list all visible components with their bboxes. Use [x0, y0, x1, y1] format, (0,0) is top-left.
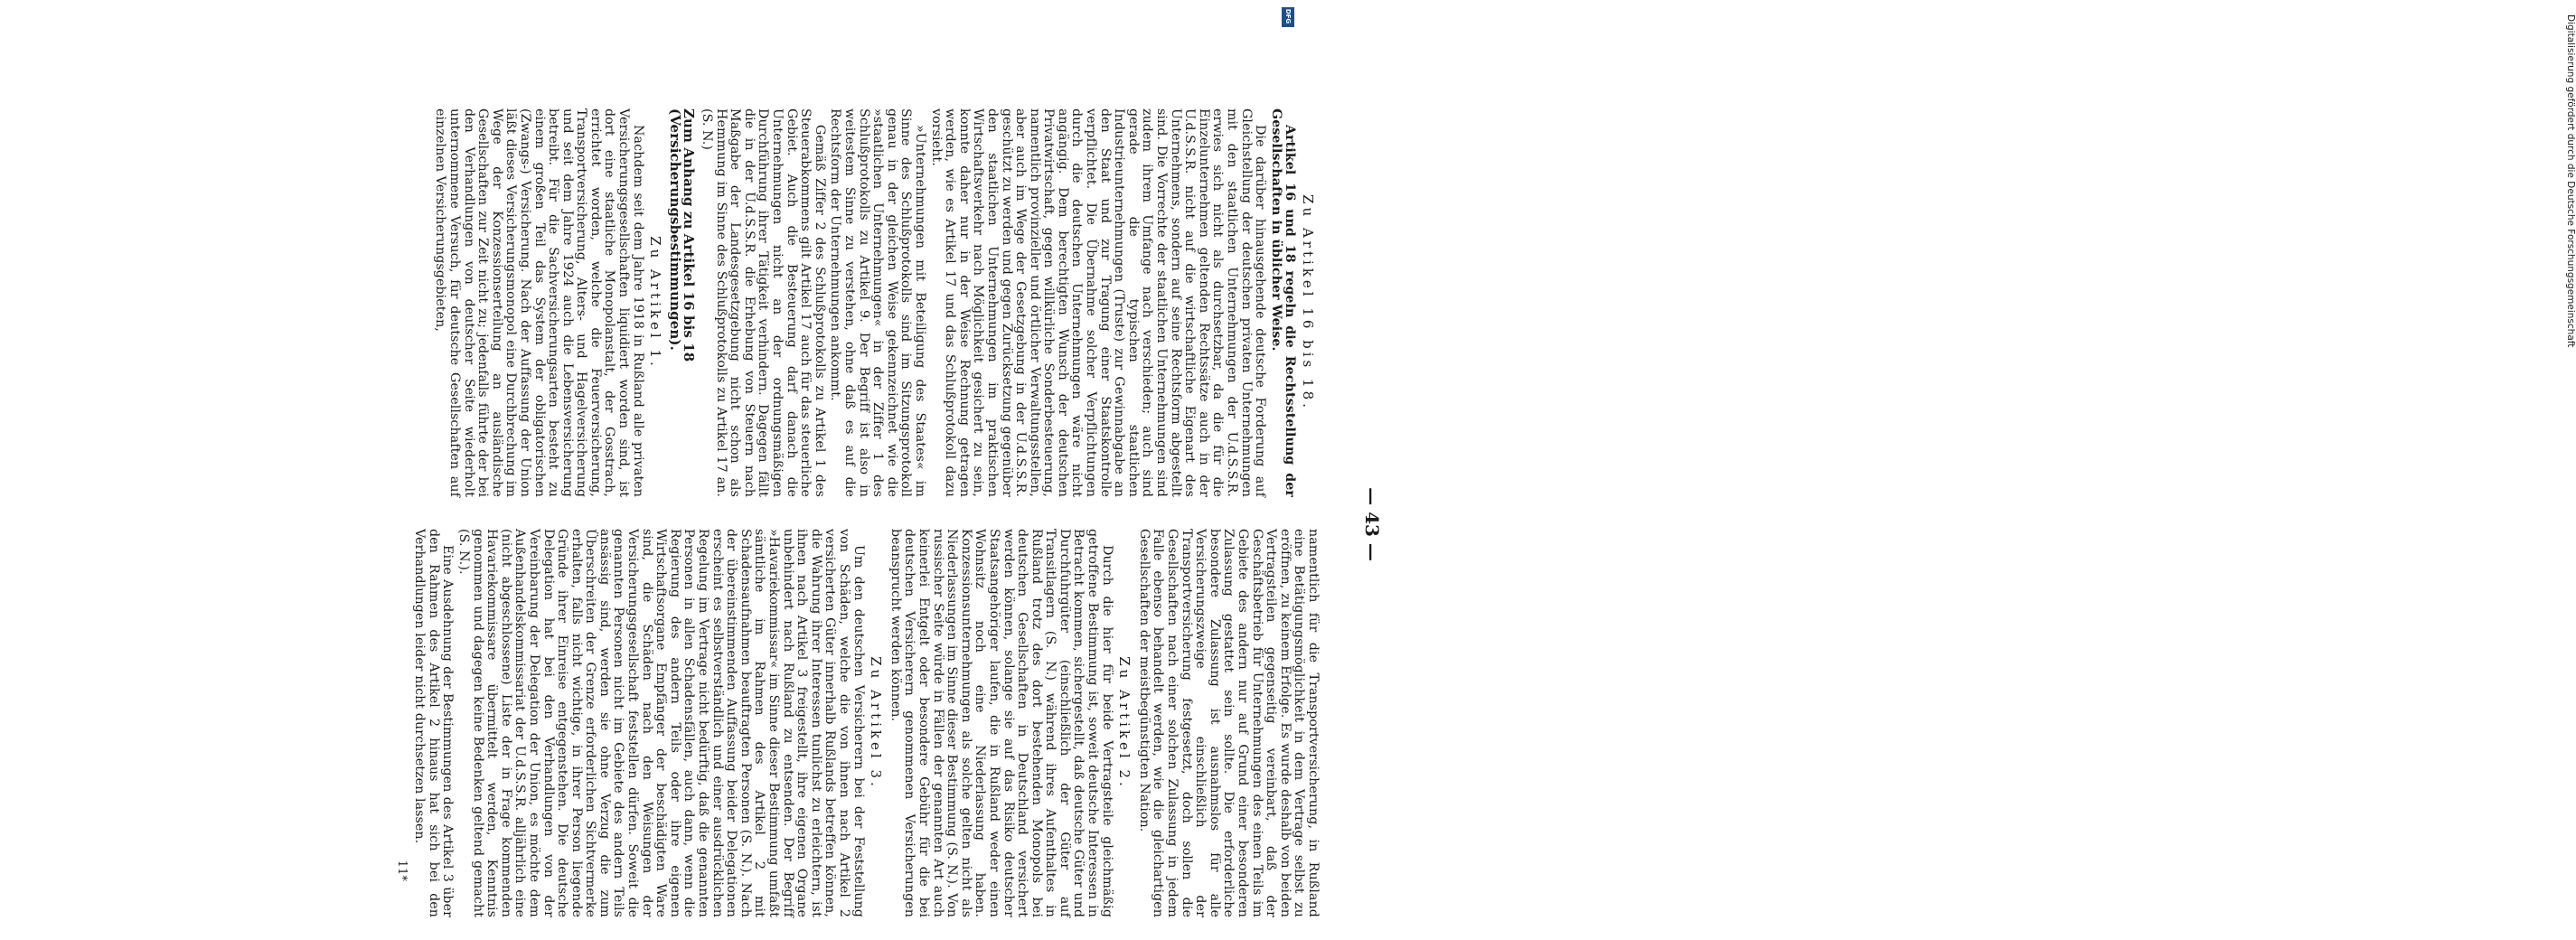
section-heading: Zu Artikel 1.	[647, 236, 664, 370]
paragraph: »Unternehmungen mit Beteiligung des Staates« im Sinne des Schlußprotokolls sind im Sitzungsprotokoll genau in der gleichen Weise gekennzeichnet wie die »staatlichen Unternehmungen« in der Ziffer 1 des Schlußprotokolls zu Artikel 9. Der Begriff ist also in weitestem Sinne zu verstehen, ohne daß es auf die Rechtsform der Unternehmungen ankommt.	[828, 108, 927, 497]
scanned-page	[316, 108, 1383, 940]
paragraph: Artikel 16 und 18 regeln die Rechtsstellung der Gesellschaften in üblicher Weise.	[1268, 108, 1298, 497]
section-heading: Zu Artikel 2.	[1116, 656, 1133, 790]
paragraph: Eine Ausdehnung der Bestimmungen des Artikel 3 über den Rahmen des Artikel 2 hinaus hat sich bei den Verhandlungen leider nicht durchsetzen lassen.	[412, 529, 456, 917]
section-heading: Zu Artikel 3.	[868, 656, 885, 790]
paragraph: Gemäß Ziffer 2 des Schlußprotokolls zu Artikel 1 des Steuerabkommens gilt Artikel 17 auch für das steuerliche Gebiet. Auch die Besteuerung darf danach die Unternehmungen nicht an der ordnungsmäßigen Durchführung ihrer Tätigkeit verhindern. Dagegen fällt die in der U.d.S.S.R. die Erhebung von Steuern nach Maßgabe der Landesgesetzgebung nicht schon als Hemmung im Sinne des Schlußprotokolls zu Artikel 17 an. (S. N.)	[700, 108, 827, 497]
right-column	[394, 529, 1320, 917]
section-heading: Zu Artikel 16 bis 18.	[1300, 194, 1316, 411]
signature-mark: 11*	[394, 860, 409, 881]
funding-note: Digitalisierung gefördert durch die Deutsche Forschungsgemeinschaft	[2565, 14, 2576, 348]
paragraph: Die darüber hinausgehende deutsche Forderung auf Gleichstellung der deutschen privaten Unternehmungen mit den staatlichen Unternehmungen der U.d.S.S.R. erwies sich nicht als durchsetzbar, da die für die Einzelunternehmen geltenden Rechtssätze auch in der U.d.S.S.R. nicht auf die wirtschaftliche Eigenart des Unternehmens, sondern auf seine Rechtsform abgestellt sind. Die Vorrechte der staatlichen Unternehmungen sind zudem ihrem Umfange nach verschieden; auch sind gerade die typischen staatlichen Industrieunternehmungen (Truste) zur Gewinnabgabe an den Staat und zur Tragung einer Staatskontrolle verpflichtet. Die Übernahme solcher Verpflichtungen durch die deutschen Unternehmungen wäre nicht angängig. Dem berechtigten Wunsch der deutschen Privatwirtschaft, gegen willkürliche Sonderbesteuerung, namentlich provinzieller und örtlicher Verwaltungsstellen, aber auch im Wege der Gesetzgebung in der U.d.S.S.R. geschützt zu werden und gegen Zurücksetzung gegenüber den staatlichen Unternehmungen im praktischen Wirtschaftsverkehr nach Möglichkeit gesichert zu sein, konnte daher nur in der Weise Rechnung getragen werden, wie es Artikel 17 und das Schlußprotokoll dazu vorsieht.	[928, 108, 1268, 497]
left-column	[431, 108, 1320, 497]
paragraph: Nachdem seit dem Jahre 1918 in Rußland alle privaten Versicherungsgesellschaften liquidiert worden sind, ist dort eine staatliche Monopolanstalt, der Gosstrach, errichtet worden, welche die Feuerversicherung, Transportversicherung, Alters- und Hagelversicherung und seit dem Jahre 1924 auch die Lebensversicherung betreibt. Für die Sachversicherungsarten besteht zu einem großen Teil das System der obligatorischen (Zwangs-) Versicherung. Nach der Auffassung der Union läßt dieses Versicherungsmonopol eine Durchbrechung im Wege der Konzessionserteilung an ausländische Gesellschaften zur Zeit nicht zu; jedenfalls führte der bei den Verhandlungen von deutscher Seite wiederholt unternommene Versuch, für deutsche Gesellschaften auf einzelnen Versicherungsgebieten,	[433, 108, 645, 497]
page-number: — 43 —	[1361, 487, 1383, 561]
paragraph: namentlich für die Transportversicherung, in Rußland eine Betätigungsmöglichkeit in dem Vertrage selbst zu eröffnen, zu keinem Erfolge. Es wurde deshalb von beiden Vertragsteilen gegenseitig vereinbart, daß der Geschäftsbetrieb für Unternehmungen des einen Teils im Gebiete des andern nur auf Grund einer besonderen Zulassung gestattet sein sollte. Die erforderliche besondere Zulassung ist ausnahmslos für alle Versicherungszweige einschließlich der Transportversicherung festgesetzt, doch sollen die Gesellschaften nach einer solchen Zulassung in jedem Falle ebenso behandelt werden, wie die gleichartigen Gesellschaften der meistbegünstigten Nation.	[1136, 529, 1321, 917]
dfg-logo-badge	[1282, 7, 1294, 27]
paragraph: Durch die hier für beide Vertragsteile gleichmäßig getroffene Bestimmung ist, soweit deutsche Interessen in Betracht kommen, sichergestellt, daß deutsche Güter und Durchfuhrgüter (einschließlich der Güter auf Transitlagern (S. N.) während ihres Aufenthaltes in Rußland trotz des dort bestehenden Monopols bei deutschen Gesellschaften in Deutschland versichert werden können, solange sie auf das Risiko deutscher Staatsangehöriger laufen, die in Rußland weder einen Wohnsitz noch eine Niederlassung haben. Konzessionsunternehmungen als solche gelten nicht als Niederlassungen im Sinne dieser Bestimmung (S. N.). Von russischer Seite würde in Fällen der genannten Art auch keinerlei Entgelt oder besondere Gebühr für die bei deutschen Versicherern genommenen Versicherungen beansprucht werden können.	[888, 529, 1114, 917]
dfg-logo-text: DFG	[1284, 8, 1292, 24]
paragraph: Um den deutschen Versicherern bei der Feststellung von Schäden, welche die von ihnen nach Artikel 2 versicherten Güter innerhalb Rußlands betreffen können, die Wahrung ihrer Interessen tunlichst zu erleichtern, ist ihnen nach Artikel 3 freigestellt, ihre eigenen Organe unbehindert nach Rußland zu entsenden. Der Begriff »Havariekommissar« im Sinne dieser Bestimmung umfaßt sämtliche im Rahmen des Artikel 2 mit Schadensaufnahmen beauftragten Personen (S. N.). Nach der übereinstimmenden Auffassung beider Delegationen erscheint es selbstverständlich und einer ausdrücklichen Regelung im Vertrage nicht bedürftig, daß die genannten Personen in allen Schadensfällen, auch dann, wenn die Regierung des andern Teils oder ihre eigenen Wirtschaftsorgane Empfänger der beschädigten Ware sind, die Schäden nach den Weisungen der Versicherungsgesellschaft feststellen dürfen. Soweit die genannten Personen nicht im Gebiete des andern Teils ansässig sind, werden sie ohne Verzug die zum Überschreiten der Grenze erforderlichen Sichtvermerke erhalten, falls nicht wichtige, in ihrer Person liegende Gründe ihrer Einreise entgegenstehen. Die deutsche Delegation hat bei den Verhandlungen von der Vereinbarung der Delegation der Union, es möchte dem Außenhandelskommissariat der U.d.S.S.R. alljährlich eine (nicht abgeschlossene) Liste der in Frage kommenden Havariekommissare übermittelt werden, Kenntnis genommen und dagegen keine Bedenken geltend gemacht (S. N.).	[456, 529, 866, 917]
section-heading: Zum Anhang zu Artikel 16 bis 18 (Versicherungsbestimmungen).	[666, 108, 698, 362]
